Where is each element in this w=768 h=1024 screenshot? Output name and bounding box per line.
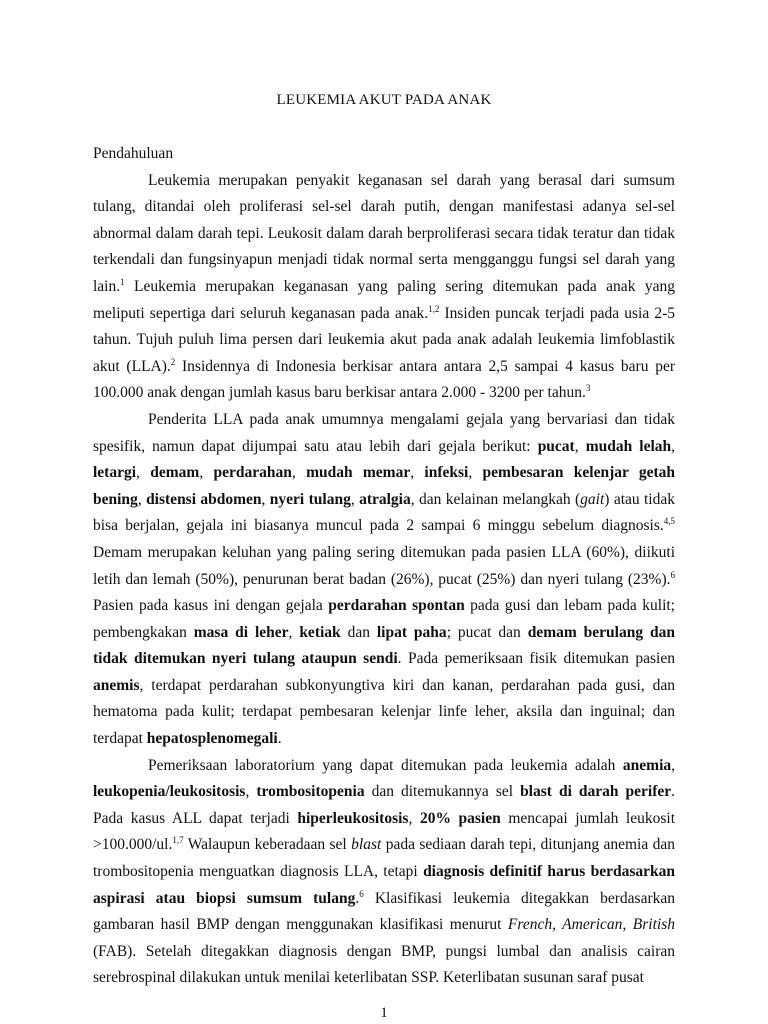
bold-text: 20% pasien: [419, 809, 501, 827]
bold-text: letargi: [93, 464, 137, 482]
bold-text: nyeri tulang: [269, 490, 351, 508]
text-run: Insidennya di Indonesia berkisar antara antara 2,5 sampai 4 kasus baru per 100.000 anak dengan jumlah kasus baru berkisar antara 2.000 - 3200 per tahun.: [93, 357, 676, 402]
bold-text: pucat: [537, 437, 575, 455]
bold-text: pembesaran kelenjar getah bening: [93, 464, 676, 508]
italic-text: gait: [580, 490, 605, 508]
bold-text: mudah memar: [306, 464, 411, 482]
text-run: Pasien pada kasus ini dengan gejala: [93, 597, 329, 615]
citation-marker: 1: [120, 276, 125, 287]
citation-marker: 6: [670, 569, 675, 580]
text-run: dan: [340, 623, 377, 641]
text-run: Leukemia merupakan keganasan yang paling sering ditemukan pada anak yang meliputi sepertiga dari seluruh keganasan pada anak.: [93, 277, 675, 322]
text-run: , dan kelainan melangkah (: [410, 490, 581, 508]
text-run: dan ditemukannya sel: [364, 783, 521, 801]
paragraph: [93, 168, 675, 407]
text-run: Insiden puncak terjadi pada usia 2-5 tahun. Tujuh puluh lima persen dari leukemia akut pada anak adalah leukemia limfoblastik akut (LLA).: [93, 304, 675, 375]
document-body: [93, 141, 675, 992]
text-run: ; pucat dan: [446, 623, 528, 641]
text-run: pada sediaan darah tepi, ditunjang anemia dan trombositopenia menguatkan diagnosis LLA, tetapi: [93, 836, 675, 881]
bold-text: blast di darah perifer: [520, 783, 672, 801]
text-run: ,: [291, 464, 307, 482]
text-run: ,: [245, 783, 257, 801]
text-run: Walaupun keberadaan sel: [183, 836, 352, 854]
text-run: . Pada kasus ALL dapat terjadi: [93, 783, 676, 827]
text-run: (FAB). Setelah ditegakkan diagnosis dengan BMP, pungsi lumbal dan analisis cairan serebrospinal dilakukan untuk menilai keterlibatan SSP. Keterlibatan susunan saraf pusat: [93, 942, 675, 987]
text-run: ,: [350, 490, 360, 508]
bold-text: diagnosis definitif harus berdasarkan aspirasi atau biopsi sumsum tulang: [93, 863, 676, 907]
text-run: , terdapat perdarahan subkonyungtiva kiri dan kanan, perdarahan pada gusi, dan hematoma pada kulit; terdapat pembesaran kelenjar linfe leher, aksila dan inguinal; dan terdapat: [93, 676, 675, 748]
text-run: pada gusi dan lebam pada kulit; pembengkakan: [93, 597, 675, 641]
bold-text: trombositopenia: [256, 783, 365, 801]
bold-text: infeksi: [424, 464, 469, 482]
bold-text: perdarahan spontan: [328, 597, 465, 615]
bold-text: atralgia: [359, 490, 411, 508]
bold-text: hepatosplenomegali: [146, 730, 278, 748]
text-run: ,: [136, 464, 151, 482]
bold-text: hiperleukositosis: [297, 809, 409, 827]
bold-text: distensi abdomen: [146, 490, 262, 508]
text-run: Penderita LLA pada anak umumnya mengalami gejala yang bervariasi dan tidak spesifik, namun dapat dijumpai satu atau lebih dari gejala berikut:: [93, 410, 675, 455]
text-run: .: [277, 730, 282, 748]
bold-text: ketiak: [299, 623, 341, 641]
bold-text: mudah lelah: [585, 437, 672, 455]
italic-text: French, American, British: [507, 916, 675, 934]
text-run: Klasifikasi leukemia ditegakkan berdasarkan gambaran hasil BMP dengan menggunakan klasifikasi menurut: [93, 889, 675, 934]
bold-text: leukopenia/leukositosis: [93, 783, 246, 801]
citation-marker: 2: [170, 356, 176, 367]
citation-marker: 1,2: [428, 303, 440, 314]
text-run: Leukemia merupakan penyakit keganasan sel darah yang berasal dari sumsum tulang, ditandai oleh proliferasi sel-sel darah putih, dengan manifestasi adanya sel-sel abnormal dalam darah tepi. Leukosit dalam darah berproliferasi secara tidak teratur dan tidak terkendali dan fungsinyapun menjadi tidak normal serta mengganggu fungsi sel darah yang lain.: [93, 171, 675, 295]
bold-text: masa di leher: [193, 623, 289, 641]
text-run: . Pada pemeriksaan fisik ditemukan pasien: [397, 650, 675, 668]
bold-text: demam berulang dan tidak ditemukan nyeri tulang ataupun sendi: [93, 623, 676, 668]
bold-text: lipat paha: [376, 623, 447, 641]
text-run: Pemeriksaan laboratorium yang dapat ditemukan pada leukemia adalah: [148, 756, 623, 774]
text-run: ,: [671, 437, 676, 455]
text-run: Demam merupakan keluhan yang paling sering ditemukan pada pasien LLA (60%), diikuti letih dan lemah (50%), penurunan berat badan (26%), pucat (25%) dan nyeri tulang (23%).: [93, 543, 675, 588]
text-run: ,: [410, 464, 425, 482]
bold-text: demam: [150, 464, 200, 482]
citation-marker: 4,5: [663, 516, 675, 527]
document-title: LEUKEMIA AKUT PADA ANAK: [276, 92, 492, 108]
italic-text: blast: [351, 836, 382, 854]
section-heading: Pendahuluan: [93, 145, 174, 162]
text-run: ,: [408, 809, 420, 827]
citation-marker: 1,7: [172, 835, 184, 846]
citation-marker: 6: [359, 888, 364, 899]
text-run: ,: [574, 437, 586, 455]
citation-marker: 3: [585, 383, 591, 394]
text-run: ,: [199, 464, 214, 482]
text-run: ,: [137, 490, 147, 508]
text-run: .: [355, 889, 360, 907]
text-run: ,: [261, 490, 270, 508]
text-run: ,: [468, 464, 483, 482]
bold-text: perdarahan: [213, 464, 292, 482]
bold-text: anemis: [93, 676, 140, 694]
bold-text: anemia: [622, 756, 672, 774]
paragraph: [93, 407, 675, 753]
page-number: 1: [380, 1005, 388, 1021]
paragraph: [93, 753, 675, 992]
text-run: ,: [671, 756, 675, 774]
text-run: ,: [288, 623, 300, 641]
text-run: ) atau tidak bisa berjalan, gejala ini biasanya muncul pada 2 sampai 6 minggu sebelum diagnosis.: [93, 490, 675, 535]
text-run: mencapai jumlah leukosit >100.000/ul.: [93, 809, 675, 854]
